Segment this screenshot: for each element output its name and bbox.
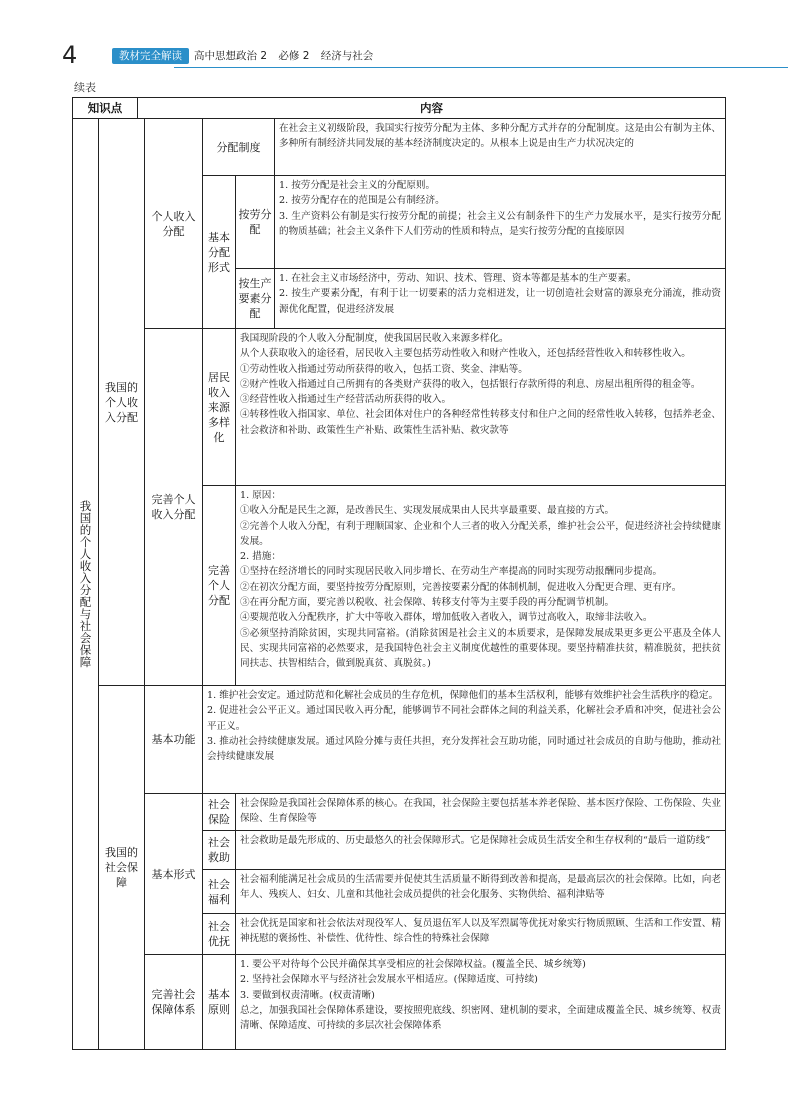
- text-line: 1. 原因：: [240, 490, 281, 501]
- social-insurance-label: 社会保险: [202, 793, 236, 831]
- text-line: ④转移性收入指国家、单位、社会团体对住户的各种经常性转移支付和住户之间的经常性收入转移，包括养老金、社会救济和补助、政策性生产补贴、政策性生活补贴、救灾款等: [240, 409, 721, 436]
- social-preferential-label: 社会优抚: [202, 913, 236, 955]
- text-line: 3. 要做到权责清晰。(权责清晰): [240, 989, 375, 1001]
- improve-system-label: 完善社会保障体系: [144, 954, 203, 1050]
- knowledge-table: [72, 97, 726, 1050]
- text-line: ②在初次分配方面，要坚持按劳分配原则，完善按要素分配的体制机制，促进收入分配更合理、更有序。: [240, 581, 682, 593]
- book-part: 高中思想政治 2: [194, 50, 268, 62]
- text-line: ③在再分配方面，要完善以税收、社会保障、转移支付等为主要手段的再分配调节机制。: [240, 597, 615, 609]
- text-line: 3. 生产资料公有制是实行按劳分配的前提；社会主义公有制条件下的生产力发展水平，是实行按劳分配的物质基础；社会主义条件下人们劳动的性质和特点，是实行按劳分配的直接原因: [279, 210, 721, 237]
- social-assistance-text: [235, 830, 726, 870]
- text-line: ⑤必须坚持消除贫困，实现共同富裕。(消除贫困是社会主义的本质要求，是保障发展成果更多更公平惠及全体人民、实现共同富裕的必然要求，是我国特色社会主义制度优越性的重要体现。要坚持精准扶贫，精准脱贫，把扶贫同扶志、扶智相结合，做到脱真贫、真脱贫。): [240, 627, 721, 670]
- text-line: 社会福利能满足社会成员的生活需要并促使其生活质量不断得到改善和提高，是最高层次的社会保障。比如，向老年人、残疾人、妇女、儿童和其他社会成员提供的社会化服务、实物供给、福利津贴等: [240, 874, 721, 901]
- book-part: 必修 2: [278, 50, 310, 62]
- text-line: 1. 按劳分配是社会主义的分配原则。: [279, 180, 436, 191]
- section-social-security: 我国的社会保障: [98, 685, 145, 1050]
- text-line: ②完善个人收入分配，有利于理顺国家、企业和个人三者的收入分配关系，维护社会公平，促进经济社会持续健康发展。: [240, 520, 721, 547]
- income-diversified-text: [235, 328, 726, 486]
- book-title: [194, 48, 381, 64]
- text-line: 社会保险是我国社会保障体系的核心。在我国，社会保险主要包括基本养老保险、基本医疗保险、工伤保险、失业保险、生育保险等: [240, 798, 721, 825]
- improve-distribution-label: 完善个人收入分配: [144, 328, 203, 686]
- improve-personal-text: [235, 485, 726, 686]
- text-line: 1. 要公平对待每个公民并确保其享受相应的社会保障权益。(覆盖全民、城乡统筹): [240, 959, 586, 970]
- by-factors-label: 按生产要素分配: [235, 268, 275, 329]
- basic-principles-label: 基本原则: [202, 954, 236, 1050]
- outer-topic-label: 我国的个人收入分配与社会保障: [78, 500, 93, 668]
- text-line: ②财产性收入指通过自己所拥有的各类财产获得的收入，包括银行存款所得的利息、房屋出租所得的租金等。: [240, 378, 701, 390]
- text-line: 2. 按生产要素分配，有利于让一切要素的活力竞相迸发，让一切创造社会财富的源泉充分涌流，推动资源优化配置，促进经济发展: [279, 288, 721, 315]
- text-line: 社会优抚是国家和社会依法对现役军人、复员退伍军人以及军烈属等优抚对象实行物质照顾、生活和工作安置、精神抚慰的褒扬性、补偿性、优待性、综合性的特殊社会保障: [240, 918, 721, 945]
- basic-forms-label-text: 基本分配形式: [208, 230, 230, 274]
- col-header-content: 内容: [137, 97, 726, 119]
- text-line: ①劳动性收入指通过劳动所获得的收入，包括工资、奖金、津贴等。: [240, 363, 528, 375]
- text-line: 我国现阶段的个人收入分配制度，使我国居民收入来源多样化。: [240, 333, 509, 344]
- social-assistance-label: 社会救助: [202, 830, 236, 870]
- text-line: ①坚持在经济增长的同时实现居民收入同步增长、在劳动生产率提高的同时实现劳动报酬同步提高。: [240, 566, 663, 578]
- text-line: 2. 坚持社会保障水平与经济社会发展水平相适应。(保障适度、可持续): [240, 974, 538, 986]
- text-line: ①收入分配是民生之源，是改善民生、实现发展成果由人民共享最重要、最直接的方式。: [240, 505, 615, 517]
- by-labor-text: [274, 175, 726, 269]
- text-line: 1. 在社会主义市场经济中，劳动、知识、技术、管理、资本等都是基本的生产要素。: [279, 273, 637, 284]
- text-line: 1. 维护社会安定。通过防范和化解社会成员的生存危机，保障他们的基本生活权利，能够有效维护社会生活秩序的稳定。: [207, 690, 719, 701]
- text-line: ④要规范收入分配秩序，扩大中等收入群体，增加低收入者收入，调节过高收入，取缔非法收入。: [240, 612, 653, 624]
- series-tag: 教材完全解读: [112, 48, 189, 64]
- social-welfare-text: [235, 869, 726, 914]
- basic-function-label: 基本功能: [144, 685, 203, 794]
- outer-topic: [72, 118, 99, 1050]
- book-part: 经济与社会: [320, 50, 374, 62]
- text-line: 2. 按劳分配存在的范围是公有制经济。: [279, 195, 445, 207]
- header-rule: [174, 67, 788, 68]
- social-welfare-label: 社会福利: [202, 869, 236, 914]
- text-line: 总之，加强我国社会保障体系建设，要按照兜底线、织密网、建机制的要求，全面建成覆盖全民、城乡统筹、权责清晰、保障适度、可持续的多层次社会保障体系: [240, 1004, 721, 1032]
- social-insurance-text: [235, 793, 726, 831]
- improve-personal-label: 完善个人分配: [202, 485, 236, 686]
- income-diversified-label: 居民收入来源多样化: [202, 328, 236, 486]
- text-line: 从个人获取收入的途径看，居民收入主要包括劳动性收入和财产性收入，还包括经营性收入和转移性收入。: [240, 348, 691, 360]
- by-factors-text: [274, 268, 726, 329]
- social-forms-label: 基本形式: [144, 793, 203, 955]
- continued-label: 续表: [74, 81, 96, 94]
- by-labor-label: 按劳分配: [235, 175, 275, 269]
- personal-distribution-label: 个人收入分配: [144, 118, 203, 329]
- section-income-distribution: 我国的个人收入分配: [98, 118, 145, 686]
- basic-principles-text: [235, 954, 726, 1050]
- basic-function-text: [202, 685, 726, 794]
- page-number: 4: [62, 41, 78, 69]
- distribution-system-text: [274, 118, 726, 176]
- text-line: 2. 促进社会公平正义。通过国民收入再分配，能够调节不同社会群体之间的利益关系，化解社会矛盾和冲突，促进社会公平正义。: [207, 705, 721, 732]
- text-line: 社会救助是最先形成的、历史最悠久的社会保障形式。它是保障社会成员生活安全和生存权利的“最后一道防线”: [240, 835, 711, 846]
- text-line: 3. 推动社会持续健康发展。通过风险分摊与责任共担，充分发挥社会互助功能，同时通过社会成员的自助与他助，推动社会持续健康发展: [207, 735, 721, 763]
- text-line: 2. 措施：: [240, 551, 281, 563]
- text-line: ③经营性收入指通过生产经营活动所获得的收入。: [240, 394, 452, 406]
- text-line: 在社会主义初级阶段，我国实行按劳分配为主体、多种分配方式并存的分配制度。这是由公有制为主体、多种所有制经济共同发展的基本经济制度决定的。从根本上说是由生产力状况决定的: [279, 123, 721, 150]
- distribution-system-label: 分配制度: [202, 118, 275, 176]
- col-header-knowledge: 知识点: [72, 97, 138, 119]
- basic-forms-label: [202, 175, 236, 329]
- social-preferential-text: [235, 913, 726, 955]
